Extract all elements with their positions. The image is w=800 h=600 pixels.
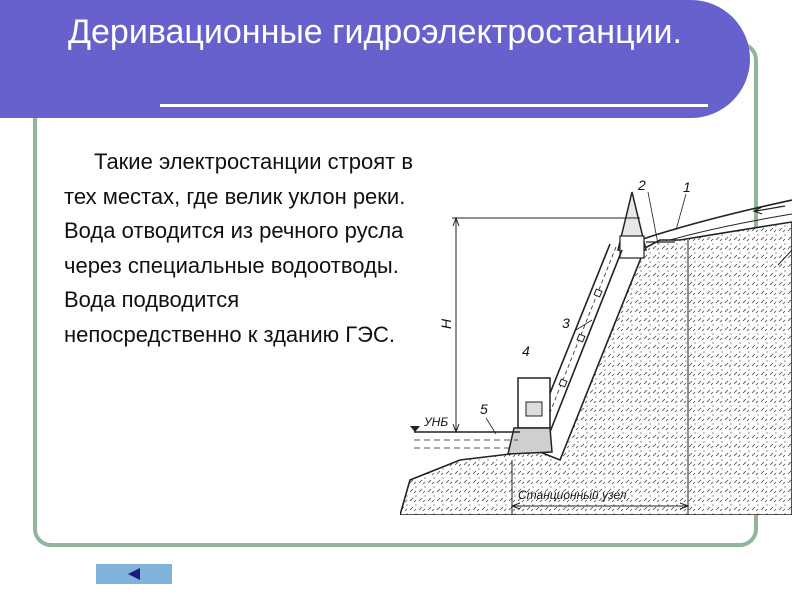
label-head: H: [438, 318, 454, 329]
title-bar: [0, 0, 750, 118]
label-1: 1: [683, 179, 691, 195]
ground-massif: [400, 222, 792, 515]
slide-title: Деривационные гидроэлектростанции.: [68, 13, 682, 51]
arrow-left-icon: [128, 568, 140, 580]
label-5: 5: [480, 401, 488, 417]
label-station-unit: Станционный узел: [518, 488, 627, 502]
derivation-hpp-diagram: [400, 170, 792, 515]
label-3: 3: [562, 315, 570, 331]
powerhouse: [508, 378, 552, 454]
label-unb: УНБ: [424, 415, 449, 429]
body-text: [64, 145, 414, 353]
title-underline: [160, 104, 708, 107]
back-nav-button[interactable]: [96, 564, 172, 584]
label-2: 2: [638, 177, 646, 193]
body-paragraph: Такие электростанции строят в тех местах, где велик уклон реки. Вода отводится из речного русла через специальные водоотводы. Вода подводится непосредственно к зданию ГЭС.: [64, 149, 414, 347]
tailrace-water: [410, 426, 520, 448]
label-4: 4: [522, 343, 530, 359]
